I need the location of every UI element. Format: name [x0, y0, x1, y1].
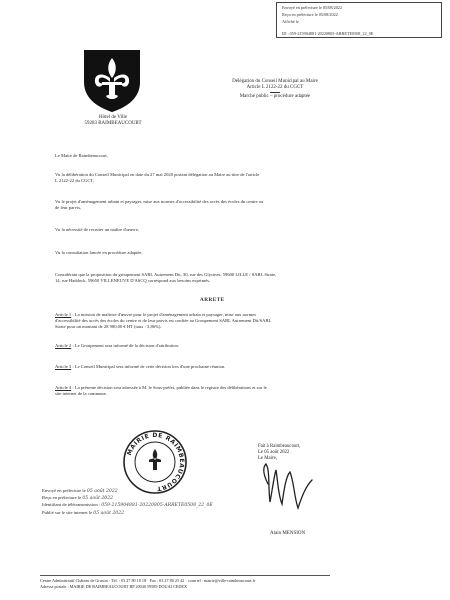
article-reference: Article L 2122-22 du CGCT: [246, 85, 304, 90]
procedure-title: Marché public – procédure adaptée: [239, 94, 311, 99]
signature-role: Le Maire,: [258, 456, 277, 461]
received-prefecture-row: [42, 495, 213, 502]
article-4-text-a: : La présente décision sera adressée à M. le Sous-préfet, publiée dans le registre des délibérations et sur le: [72, 385, 267, 390]
town-hall-label: Hôtel de Ville: [99, 115, 127, 120]
article-3-line: [55, 364, 420, 369]
footer-postal-address: Adresse postale : MAIRIE DE RAIMBEAUCOURT BP 20040 59589 DOUAI CEDEX: [40, 584, 188, 589]
received-prefecture-label: Reçu en préfecture le: [42, 495, 82, 501]
stamp-received-line: Reçu en préfecture le 05/08/2022: [282, 12, 338, 17]
article-1-text-a: : La mission de maîtrise d'œuvre pour le projet d'aménagement urbain et paysager, mise aux normes: [72, 312, 256, 317]
published-label: Publié sur le site internet le: [42, 509, 93, 515]
teletransmission-id: 059-215904881-20220805-ARRETE0508_22_0E: [101, 503, 213, 509]
vu-project: Vu le projet d'aménagement urbain et paysager, mise aux normes d'accessibilité des accès des écoles du centre ou: [55, 199, 264, 204]
article-1-line2: d'accessibilité des accès des écoles du centre et de leur parvis est confiée au Groupement SARL Autrement Dit/SARL: [55, 318, 272, 323]
mayor-name: Alain MENSION: [270, 531, 306, 536]
vu-necessity: Vu la nécessité de recruter un maître d'œuvre,: [55, 227, 139, 232]
town-coat-of-arms-icon: [80, 48, 144, 114]
footer-divider: [40, 575, 330, 576]
considerant-line2: 14, rue Haddock, 59650 VILLENEUVE D'ASCQ correspond aux besoins exprimés,: [55, 278, 211, 283]
teletransmission-label: Identifiant de télétransmission :: [42, 502, 101, 508]
article-4-line2: site internet de la commune.: [55, 391, 107, 396]
article-3-label: Article 3: [55, 364, 72, 369]
footer-contact: Centre Administratif Château de Gruson · Tél. : 03 27 80 18 18 · Fax : 03 27 80 23 42 · courriel : mairie@ville-raimbeaucourt.fr: [40, 578, 256, 583]
vu-project-cont: de leur parvis,: [55, 205, 82, 210]
transmission-stamps: [42, 488, 213, 517]
teletransmission-row: [42, 502, 213, 509]
article-2-line: [55, 343, 420, 348]
received-prefecture-date: 05 août 2022: [82, 496, 114, 502]
article-1-line1: [55, 312, 420, 317]
article-4-line1: [55, 385, 420, 390]
sent-prefecture-date: 05 août 2022: [86, 489, 118, 494]
article-4-label: Article 4: [55, 385, 72, 390]
stamp-sent-line: Envoyé en préfecture le 05/08/2022: [282, 5, 342, 10]
delegation-title: Délégation du Conseil Municipal au Maire: [232, 79, 318, 84]
vu-deliberation-cont: L 2122-22 du CGCT,: [55, 178, 95, 183]
sent-prefecture-label: Envoyé en préfecture le: [42, 488, 86, 493]
salutation: Le Maire de Raimbeaucourt,: [55, 153, 108, 158]
published-row: [42, 510, 213, 517]
town-seal-stamp: [122, 429, 188, 495]
article-3-text: : Le Conseil Municipal sera informé de cette décision lors d'une prochaine réunion.: [72, 364, 226, 369]
prefecture-receipt-stamp: [276, 2, 442, 38]
considerant-line1: Considérant que la proposition du groupement SARL Autrement Dit, 30, rue des Glycines, 59600 LILLE / SARL Strate,: [55, 272, 277, 277]
arrete-heading: ARRETE: [200, 297, 225, 303]
stamp-posted-line: Affiché le: [282, 19, 299, 24]
decision-header: [190, 79, 360, 100]
header-divider: [270, 92, 280, 93]
mayor-handwritten-signature: [250, 446, 320, 526]
seal-text: MAIRIE DE RAIMBEAUCOURT: [125, 431, 186, 493]
article-2-label: Article 2: [55, 343, 72, 348]
article-2-text: : Le Groupement sera informé de la décision d'attribution.: [72, 343, 179, 348]
published-date: 05 août 2022: [93, 510, 125, 516]
article-1-label: Article 1: [55, 312, 72, 317]
town-postal-label: 59283 RAIMBEAUCOURT: [84, 121, 142, 126]
vu-deliberation: Vu la délibération du Conseil Municipal en date du 27 mai 2020 portant délégation au Maire au titre de l'article: [55, 172, 260, 177]
signature-date: Le 05 août 2022: [258, 450, 290, 455]
stamp-id-line: ID : 059-215904881-20220805-ARRETE0508_22_0E: [282, 31, 374, 36]
signature-place: Fait à Raimbeaucourt,: [258, 444, 301, 449]
footer: [40, 578, 255, 590]
vu-consultation: Vu la consultation lancée en procédure adaptée,: [55, 250, 143, 255]
article-1-line3: Strate pour un montant de 28 980,00 € HT (taux : 3,86%).: [55, 324, 162, 329]
